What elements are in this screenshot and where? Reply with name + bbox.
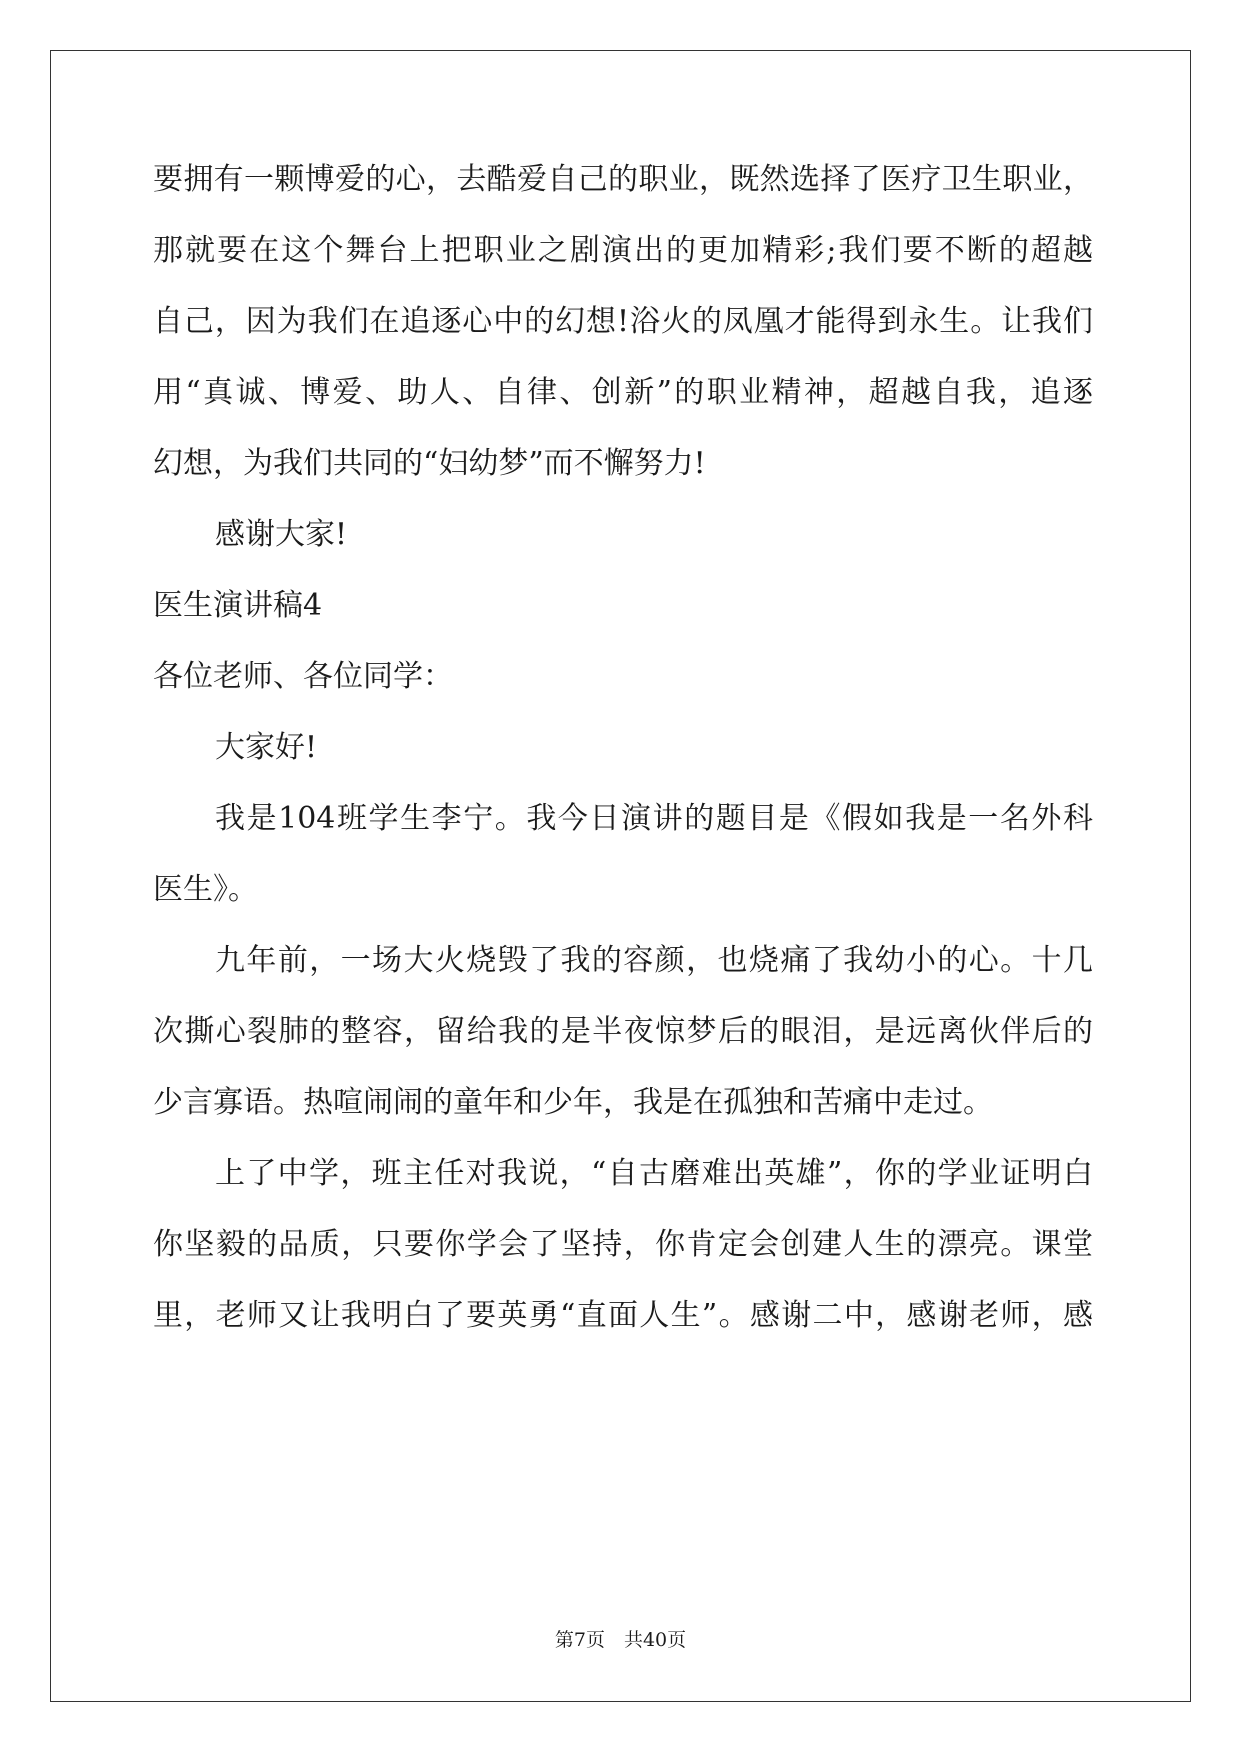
paragraph-line: 我是104班学生李宁。我今日演讲的题目是《假如我是一名外科: [215, 801, 1093, 836]
paragraph-line: 用“真诚、博爱、助人、自律、创新”的职业精神，超越自我，追逐: [153, 375, 1093, 410]
page-number: 第7页 共40页: [554, 1629, 687, 1651]
paragraph-line: 自己，因为我们在追逐心中的幻想!浴火的凤凰才能得到永生。让我们: [153, 304, 1093, 339]
paragraph-line: 医生》。: [153, 872, 258, 907]
paragraph-line: 上了中学，班主任对我说，“自古磨难出英雄”，你的学业证明白: [215, 1156, 1093, 1191]
paragraph-line: 九年前，一场大火烧毁了我的容颜，也烧痛了我幼小的心。十几: [215, 943, 1093, 978]
salutation: 各位老师、各位同学：: [153, 659, 453, 694]
section-title: 医生演讲稿4: [153, 588, 323, 623]
paragraph-line: 次撕心裂肺的整容，留给我的是半夜惊梦后的眼泪，是远离伙伴后的: [153, 1014, 1093, 1049]
paragraph-line: 少言寡语。热喧闹闹的童年和少年，我是在孤独和苦痛中走过。: [153, 1085, 993, 1120]
greeting: 大家好!: [215, 730, 318, 765]
paragraph-line: 要拥有一颗博爱的心，去酷爱自己的职业，既然选择了医疗卫生职业，: [153, 162, 1093, 197]
closing-line: 感谢大家!: [215, 517, 348, 552]
paragraph-line: 你坚毅的品质，只要你学会了坚持，你肯定会创建人生的漂亮。课堂: [153, 1227, 1093, 1262]
paragraph-line: 里，老师又让我明白了要英勇“直面人生”。感谢二中，感谢老师，感: [153, 1298, 1093, 1333]
paragraph-line: 幻想，为我们共同的“妇幼梦”而不懈努力!: [153, 446, 706, 481]
paragraph-line: 那就要在这个舞台上把职业之剧演出的更加精彩;我们要不断的超越: [153, 233, 1093, 268]
